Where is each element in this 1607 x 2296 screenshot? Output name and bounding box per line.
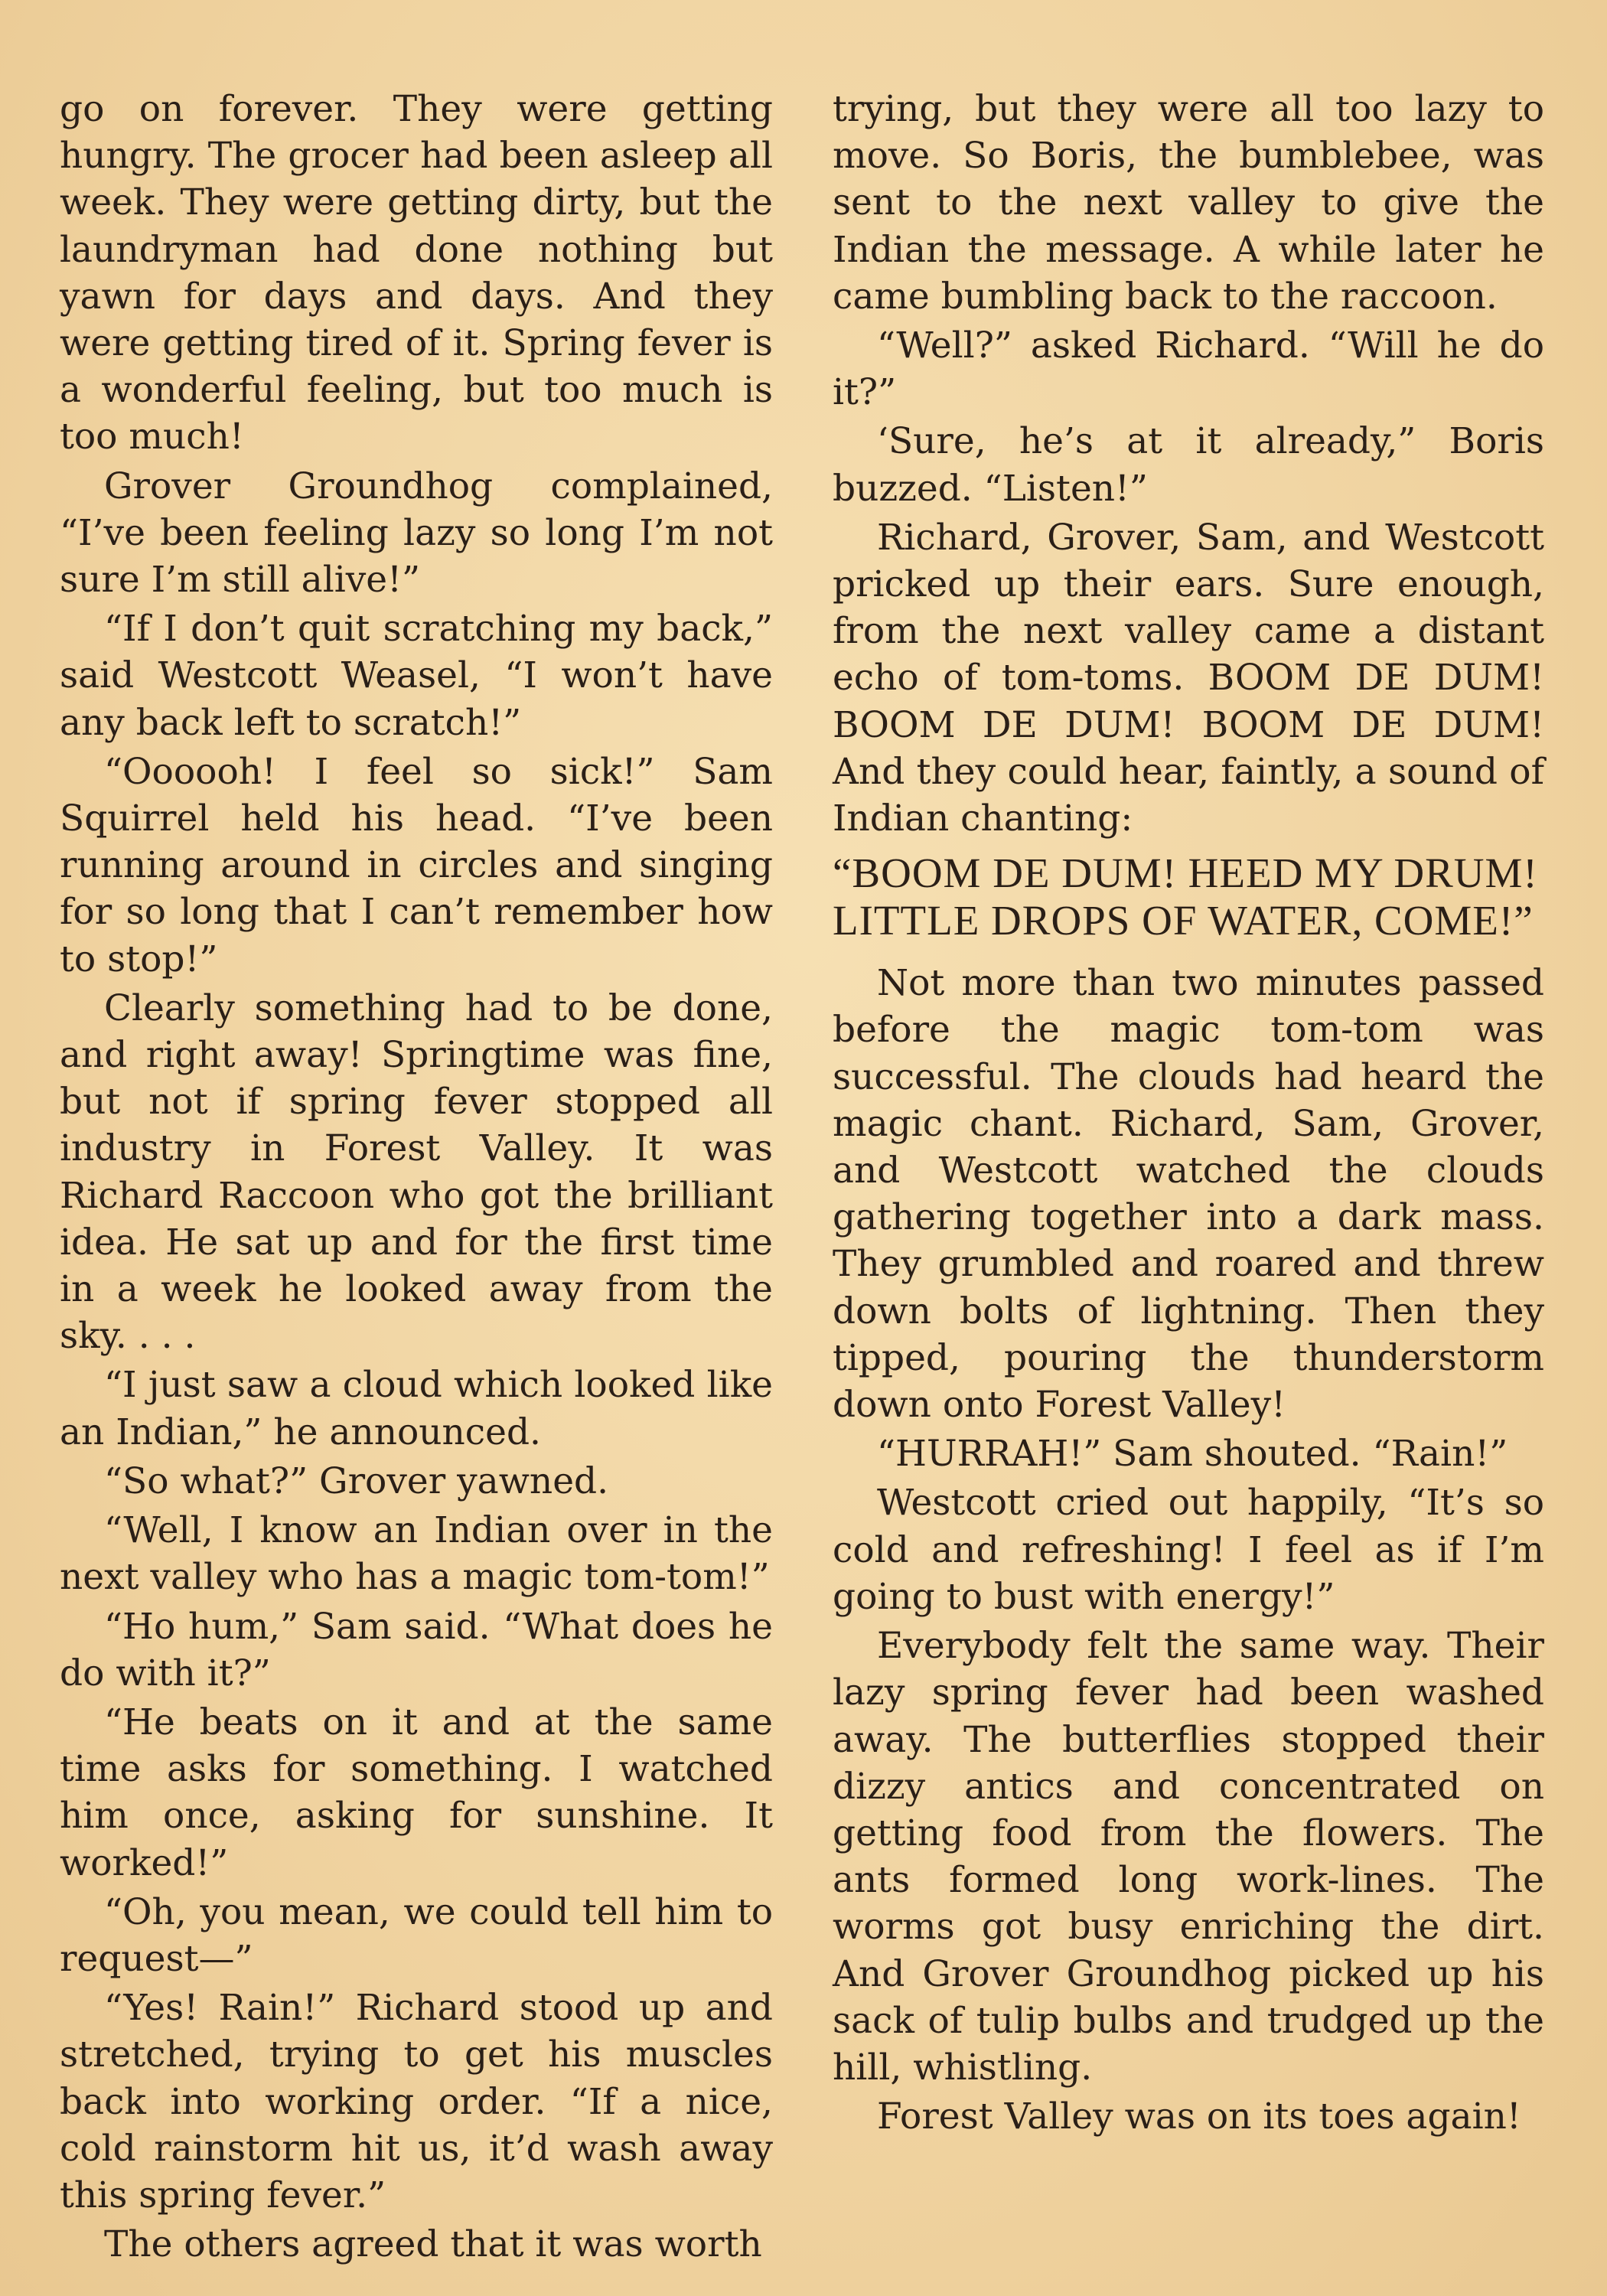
paragraph: “Oh, you mean, we could tell him to request—” [60, 1890, 773, 1980]
paragraph: “HURRAH!” Sam shouted. “Rain!” [877, 1433, 1508, 1476]
right-column [833, 86, 1544, 2142]
paragraph: “So what?” Grover yawned. [104, 1459, 609, 1502]
paragraph: Grover Groundhog complained, “I’ve been feeling lazy so long I’m not sure I’m still alive!” [60, 465, 773, 602]
paragraph: Not more than two minutes passed before the magic tom-tom was successful. The clouds had heard the magic chant. Richard, Sam, Grover, and Westcott watched the clouds gathering together into a dark mass. They grumbled and roared and threw down bolts of lightning. Then they tipped, pouring the thunderstorm down onto Forest Valley! [833, 962, 1544, 1427]
paragraph: Everybody felt the same way. Their lazy spring fever had been washed away. The butterflies stopped their dizzy antics and concentrated on getting food from the flowers. The ants formed long work-lines. The worms got busy enriching the dirt. And Grover Groundhog picked up his sack of tulip bulbs and trudged up the hill, whistling. [833, 1625, 1544, 2089]
paragraph: “He beats on it and at the same time asks for something. I watched him once, asking for sunshine. It worked!” [60, 1701, 773, 1884]
paragraph: “Oooooh! I feel so sick!” Sam Squirrel held his head. “I’ve been running around in circles and singing for so long that I can’t remember how to stop!” [60, 750, 773, 980]
paragraph: “Well?” asked Richard. “Will he do it?” [833, 325, 1544, 414]
paragraph: Forest Valley was on its toes again! [877, 2095, 1521, 2138]
paragraph: “Well, I know an Indian over in the next valley who has a magic tom-tom!” [60, 1509, 773, 1599]
paragraph: “Ho hum,” Sam said. “What does he do with it?” [60, 1605, 773, 1694]
paragraph: “Yes! Rain!” Richard stood up and stretched, trying to get his muscles back into working order. “If a nice, cold rainstorm hit us, it’d wash away this spring fever.” [60, 1987, 773, 2216]
paragraph: trying, but they were all too lazy to move. So Boris, the bumblebee, was sent to the next valley to give the Indian the message. A while later he came bumbling back to the raccoon. [833, 88, 1544, 318]
paragraph: “I just saw a cloud which looked like an Indian,” he announced. [60, 1364, 773, 1453]
paragraph: ‘Sure, he’s at it already,” Boris buzzed. “Listen!” [833, 420, 1544, 510]
paragraph: Richard, Grover, Sam, and Westcott pricked up their ears. Sure enough, from the next valley came a distant echo of tom-toms. BOOM DE DUM! BOOM DE DUM! BOOM DE DUM! And they could hear, faintly, a sound of Indian chanting: [833, 516, 1544, 840]
paragraph: Clearly something had to be done, and right away! Springtime was fine, but not if spring fever stopped all industry in Forest Valley. It was Richard Raccoon who got the brilliant idea. He sat up and for the first time in a week he looked away from the sky. . . . [60, 987, 773, 1358]
paragraph: “If I don’t quit scratching my back,” said Westcott Weasel, “I won’t have any back left to scratch!” [60, 608, 773, 744]
left-column [60, 86, 773, 2270]
paragraph: go on forever. They were getting hungry. The grocer had been asleep all week. They were getting dirty, but the laundryman had done nothing but yawn for days and days. And they were getting tired of it. Spring fever is a wonderful feeling, but too much is too much! [60, 88, 773, 458]
chant-paragraph: “BOOM DE DUM! HEED MY DRUM! LITTLE DROPS OF WATER, COME!” [833, 850, 1538, 944]
paragraph: Westcott cried out happily, “It’s so cold and refreshing! I feel as if I’m going to bust with energy!” [833, 1482, 1544, 1618]
paragraph: The others agreed that it was worth [104, 2223, 762, 2266]
